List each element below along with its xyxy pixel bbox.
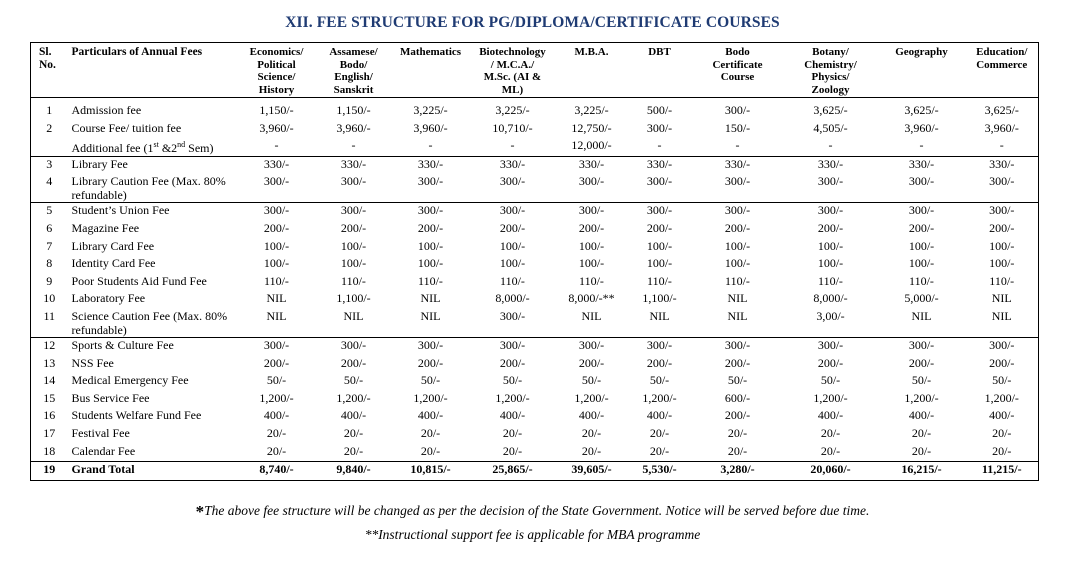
fee-value-cell: 3,960/- bbox=[904, 120, 939, 135]
fee-value-cell: 300/- bbox=[724, 103, 751, 117]
fee-value-cell: 1,150/- bbox=[336, 103, 371, 117]
row-particular: Library Card Fee bbox=[71, 238, 155, 253]
header-particulars: Particulars of Annual Fees bbox=[68, 43, 238, 98]
fee-value-cell: 20/- bbox=[581, 425, 602, 440]
fee-value-cell: 20/- bbox=[727, 425, 748, 440]
fee-value-cell: 110/- bbox=[647, 273, 672, 288]
fee-value-cell: 200/- bbox=[817, 355, 844, 370]
row-sl-no bbox=[31, 138, 68, 156]
fee-value-cell: NIL bbox=[911, 308, 932, 323]
fee-value-cell: 100/- bbox=[499, 238, 526, 253]
header-sl-no: Sl. No. bbox=[31, 43, 68, 98]
row-sl-no: 19 bbox=[31, 462, 68, 481]
fee-value-cell: 100/- bbox=[724, 238, 751, 253]
row-particular: Magazine Fee bbox=[71, 220, 140, 235]
fee-value-cell: 20/- bbox=[649, 425, 670, 440]
fee-value-cell: 50/- bbox=[911, 373, 932, 388]
fee-value-cell: 330/- bbox=[556, 156, 628, 174]
fee-value-cell: 1,200/- bbox=[904, 390, 939, 405]
row-sl-no: 8 bbox=[46, 256, 53, 271]
fee-value-cell: 20/- bbox=[502, 443, 523, 458]
fee-value-cell: 110/- bbox=[264, 273, 289, 288]
row-sl-no: 18 bbox=[43, 443, 56, 458]
fee-value-cell: 3,625/- bbox=[984, 103, 1019, 117]
fee-value-cell: 200/- bbox=[263, 355, 290, 370]
fee-value-cell: 8,000/-** bbox=[568, 291, 615, 306]
row-particular: Science Caution Fee (Max. 80% refundable) bbox=[71, 308, 228, 337]
fee-value-cell: NIL bbox=[581, 308, 602, 323]
header-course-column: Economics/ Political Science/ History bbox=[238, 43, 316, 98]
fee-value-cell: 100/- bbox=[646, 256, 673, 271]
fee-value-cell: 200/- bbox=[499, 355, 526, 370]
fee-value-cell: 100/- bbox=[263, 238, 290, 253]
fee-row bbox=[31, 239, 1039, 257]
fee-value-cell: 330/- bbox=[470, 156, 556, 174]
fee-value-cell: 400/- bbox=[817, 408, 844, 423]
fee-value-cell: 200/- bbox=[989, 220, 1015, 235]
fee-value-cell: 1,200/- bbox=[336, 390, 371, 405]
row-sl-no: 3 bbox=[31, 156, 68, 174]
row-particular: Festival Fee bbox=[71, 425, 130, 440]
fee-value-cell: 20/- bbox=[649, 443, 670, 458]
fee-value-cell: 8,740/- bbox=[238, 462, 316, 481]
fee-value-cell: 100/- bbox=[499, 256, 526, 271]
fee-row bbox=[31, 174, 1039, 203]
fee-value-cell: NIL bbox=[266, 291, 287, 306]
header-course-column: Bodo Certificate Course bbox=[692, 43, 784, 98]
fee-value-cell: 20/- bbox=[343, 425, 364, 440]
fee-value-cell: 300/- bbox=[556, 203, 628, 221]
fee-value-cell: 200/- bbox=[340, 355, 367, 370]
table-body bbox=[31, 98, 1039, 481]
fee-value-cell: 110/- bbox=[725, 273, 750, 288]
fee-value-cell: 400/- bbox=[417, 408, 444, 423]
fee-row bbox=[31, 98, 1039, 121]
header-course-column: Education/ Commerce bbox=[966, 43, 1039, 98]
fee-value-cell: 12,000/- bbox=[571, 138, 612, 153]
fee-value-cell: 300/- bbox=[692, 203, 784, 221]
row-particular: Student’s Union Fee bbox=[68, 203, 238, 221]
fee-value-cell: 1,200/- bbox=[642, 390, 677, 405]
fee-value-cell: 9,840/- bbox=[316, 462, 392, 481]
fee-value-cell: 20/- bbox=[992, 425, 1012, 440]
fee-value-cell: 200/- bbox=[578, 355, 605, 370]
fee-value-cell: 3,225/- bbox=[495, 103, 530, 117]
fee-value-cell: 3,225/- bbox=[413, 103, 448, 117]
fee-row bbox=[31, 444, 1039, 462]
fee-value-cell: 3,625/- bbox=[813, 103, 848, 117]
fee-value-cell: 100/- bbox=[817, 238, 844, 253]
header-course-column: Biotechnology / M.C.A./ M.Sc. (AI & ML) bbox=[470, 43, 556, 98]
fee-value-cell: 100/- bbox=[646, 238, 673, 253]
fee-value-cell: 1,100/- bbox=[642, 291, 677, 306]
fee-value-cell: 330/- bbox=[692, 156, 784, 174]
fee-value-cell: 200/- bbox=[646, 220, 673, 235]
fee-value-cell: 20/- bbox=[420, 443, 441, 458]
fee-value-cell: 50/- bbox=[820, 373, 841, 388]
fee-row bbox=[31, 274, 1039, 292]
fee-value-cell: 330/- bbox=[316, 156, 392, 174]
fee-value-cell: 3,280/- bbox=[692, 462, 784, 481]
fee-value-cell: 50/- bbox=[343, 373, 364, 388]
row-sl-no: 15 bbox=[43, 390, 56, 405]
footnote-state-government bbox=[0, 502, 1065, 522]
fee-value-cell: 400/- bbox=[578, 408, 605, 423]
row-particular: Course Fee/ tuition fee bbox=[71, 120, 182, 135]
fee-value-cell: 200/- bbox=[817, 220, 844, 235]
fee-value-cell: 50/- bbox=[992, 373, 1012, 388]
fee-value-cell: 400/- bbox=[499, 408, 526, 423]
fee-row bbox=[31, 309, 1039, 338]
fee-value-cell: 300/- bbox=[966, 337, 1039, 355]
fee-value-cell: 20/- bbox=[820, 425, 841, 440]
fee-value-cell: 100/- bbox=[340, 256, 367, 271]
row-particular: Bus Service Fee bbox=[71, 390, 150, 405]
fee-value-cell: 300/- bbox=[784, 203, 878, 221]
fee-value-cell: 200/- bbox=[417, 355, 444, 370]
fee-value-cell: 600/- bbox=[724, 390, 751, 405]
fee-value-cell: 5,000/- bbox=[904, 291, 939, 306]
fee-value-cell: 20/- bbox=[502, 425, 523, 440]
row-sl-no: 5 bbox=[31, 203, 68, 221]
fee-value-cell: 330/- bbox=[628, 156, 692, 174]
fee-value-cell: 50/- bbox=[502, 373, 523, 388]
grand-total-row bbox=[31, 462, 1039, 481]
fee-value-cell: 300/- bbox=[470, 203, 556, 221]
fee-value-cell: 300/- bbox=[784, 337, 878, 355]
header-course-column: Assamese/ Bodo/ English/ Sanskrit bbox=[316, 43, 392, 98]
fee-value-cell: 300/- bbox=[499, 308, 526, 323]
fee-value-cell: 3,960/- bbox=[413, 120, 448, 135]
row-particular: Library Caution Fee (Max. 80% refundable) bbox=[71, 174, 226, 203]
fee-value-cell: 100/- bbox=[417, 238, 444, 253]
fee-value-cell: 3,225/- bbox=[574, 103, 609, 117]
fee-value-cell: 100/- bbox=[908, 238, 935, 253]
fee-value-cell: 300/- bbox=[646, 174, 673, 189]
fee-value-cell: 3,00/- bbox=[816, 308, 845, 323]
fee-value-cell: - bbox=[828, 138, 833, 153]
fee-value-cell: 400/- bbox=[263, 408, 290, 423]
header-course-column: M.B.A. bbox=[556, 43, 628, 98]
fee-value-cell: 20/- bbox=[727, 443, 748, 458]
fee-value-cell: 300/- bbox=[556, 337, 628, 355]
fee-value-cell: 1,200/- bbox=[413, 390, 448, 405]
fee-value-cell: 300/- bbox=[908, 174, 935, 189]
table-header-row bbox=[31, 43, 1039, 98]
fee-value-cell: 300/- bbox=[238, 337, 316, 355]
fee-value-cell: 300/- bbox=[628, 337, 692, 355]
fee-value-cell: - bbox=[351, 138, 356, 153]
fee-table-container bbox=[30, 42, 1038, 481]
fee-structure-table bbox=[30, 42, 1039, 481]
fee-value-cell: 200/- bbox=[646, 355, 673, 370]
fee-value-cell: 20/- bbox=[343, 443, 364, 458]
fee-value-cell: 100/- bbox=[340, 238, 367, 253]
fee-value-cell: NIL bbox=[266, 308, 287, 323]
fee-row bbox=[31, 337, 1039, 355]
fee-value-cell: 200/- bbox=[340, 220, 367, 235]
fee-value-cell: 20/- bbox=[266, 443, 287, 458]
fee-value-cell: 300/- bbox=[692, 337, 784, 355]
fee-value-cell: 200/- bbox=[724, 355, 751, 370]
fee-value-cell: NIL bbox=[649, 308, 670, 323]
fee-value-cell: NIL bbox=[991, 291, 1012, 306]
row-sl-no: 4 bbox=[46, 174, 53, 189]
header-course-column: Mathematics bbox=[392, 43, 470, 98]
fee-value-cell: 330/- bbox=[878, 156, 966, 174]
fee-value-cell: 150/- bbox=[724, 120, 751, 135]
row-particular: Sports & Culture Fee bbox=[68, 337, 238, 355]
fee-row bbox=[31, 373, 1039, 391]
fee-value-cell: NIL bbox=[727, 291, 748, 306]
fee-value-cell: 4,505/- bbox=[813, 120, 848, 135]
fee-value-cell: 200/- bbox=[578, 220, 605, 235]
fee-row bbox=[31, 426, 1039, 444]
fee-value-cell: 110/- bbox=[818, 273, 843, 288]
fee-value-cell: 20/- bbox=[992, 443, 1012, 458]
header-course-column: Botany/ Chemistry/ Physics/ Zoology bbox=[784, 43, 878, 98]
fee-value-cell: 11,215/- bbox=[966, 462, 1039, 481]
row-particular: Library Fee bbox=[68, 156, 238, 174]
fee-row bbox=[31, 121, 1039, 139]
fee-value-cell: 300/- bbox=[878, 337, 966, 355]
fee-value-cell: - bbox=[919, 138, 924, 153]
fee-value-cell: 3,625/- bbox=[904, 103, 939, 117]
fee-value-cell: 300/- bbox=[817, 174, 844, 189]
fee-value-cell: 20/- bbox=[911, 443, 932, 458]
fee-row bbox=[31, 391, 1039, 409]
fee-value-cell: 500/- bbox=[646, 103, 673, 117]
fee-value-cell: 200/- bbox=[724, 220, 751, 235]
fee-value-cell: 300/- bbox=[392, 203, 470, 221]
fee-value-cell: 100/- bbox=[989, 256, 1015, 271]
fee-value-cell: 300/- bbox=[238, 203, 316, 221]
fee-value-cell: 50/- bbox=[727, 373, 748, 388]
fee-value-cell: 100/- bbox=[263, 256, 290, 271]
row-sl-no: 10 bbox=[43, 291, 56, 306]
fee-value-cell: 200/- bbox=[724, 408, 751, 423]
fee-value-cell: - bbox=[428, 138, 433, 153]
row-particular: Laboratory Fee bbox=[71, 291, 146, 306]
fee-value-cell: 20/- bbox=[266, 425, 287, 440]
fee-value-cell: 200/- bbox=[263, 220, 290, 235]
header-course-column: Geography bbox=[878, 43, 966, 98]
row-particular: NSS Fee bbox=[71, 355, 114, 370]
row-particular: Calendar Fee bbox=[71, 443, 136, 458]
fee-value-cell: 1,200/- bbox=[813, 390, 848, 405]
row-sl-no: 13 bbox=[43, 355, 56, 370]
fee-value-cell: 100/- bbox=[989, 238, 1015, 253]
row-particular: Grand Total bbox=[68, 462, 238, 481]
fee-value-cell: 1,200/- bbox=[259, 390, 294, 405]
fee-value-cell: 300/- bbox=[989, 174, 1015, 189]
fee-row bbox=[31, 256, 1039, 274]
row-particular: Students Welfare Fund Fee bbox=[71, 408, 202, 423]
fee-value-cell: 330/- bbox=[392, 156, 470, 174]
fee-value-cell: 10,815/- bbox=[392, 462, 470, 481]
row-sl-no: 12 bbox=[31, 337, 68, 355]
fee-value-cell: 100/- bbox=[417, 256, 444, 271]
fee-value-cell: 300/- bbox=[316, 203, 392, 221]
fee-value-cell: 3,960/- bbox=[336, 120, 371, 135]
fee-row bbox=[31, 408, 1039, 426]
fee-value-cell: 1,200/- bbox=[495, 390, 530, 405]
fee-value-cell: 330/- bbox=[784, 156, 878, 174]
fee-value-cell: 300/- bbox=[417, 174, 444, 189]
fee-value-cell: 1,200/- bbox=[574, 390, 609, 405]
fee-value-cell: 20/- bbox=[420, 425, 441, 440]
fee-value-cell: 300/- bbox=[263, 174, 290, 189]
row-sl-no: 17 bbox=[43, 425, 56, 440]
fee-value-cell: 400/- bbox=[908, 408, 935, 423]
fee-value-cell: 300/- bbox=[578, 174, 605, 189]
fee-value-cell: 300/- bbox=[340, 174, 367, 189]
fee-value-cell: 300/- bbox=[628, 203, 692, 221]
fee-value-cell: - bbox=[999, 138, 1004, 153]
fee-value-cell: - bbox=[657, 138, 662, 153]
fee-value-cell: 12,750/- bbox=[571, 120, 612, 135]
fee-value-cell: 50/- bbox=[649, 373, 670, 388]
fee-value-cell: NIL bbox=[420, 291, 441, 306]
fee-value-cell: - bbox=[510, 138, 515, 153]
fee-value-cell: 110/- bbox=[579, 273, 604, 288]
fee-value-cell: 300/- bbox=[966, 203, 1039, 221]
fee-value-cell: 100/- bbox=[724, 256, 751, 271]
fee-value-cell: 100/- bbox=[817, 256, 844, 271]
fee-value-cell: 330/- bbox=[966, 156, 1039, 174]
fee-value-cell: 200/- bbox=[499, 220, 526, 235]
fee-value-cell: 110/- bbox=[418, 273, 443, 288]
row-sl-no: 11 bbox=[43, 308, 56, 323]
fee-value-cell: NIL bbox=[991, 308, 1012, 323]
fee-value-cell: NIL bbox=[420, 308, 441, 323]
fee-value-cell: 300/- bbox=[878, 203, 966, 221]
fee-value-cell: 8,000/- bbox=[495, 291, 530, 306]
row-sl-no: 7 bbox=[46, 238, 53, 253]
fee-row bbox=[31, 221, 1039, 239]
row-sl-no: 2 bbox=[46, 120, 53, 135]
fee-row bbox=[31, 203, 1039, 221]
fee-value-cell: 400/- bbox=[340, 408, 367, 423]
fee-value-cell: 300/- bbox=[499, 174, 526, 189]
footnote-mba: **Instructional support fee is applicable for MBA programme bbox=[364, 527, 701, 542]
fee-value-cell: 20/- bbox=[820, 443, 841, 458]
row-particular: Additional fee (1st &2nd Sem) bbox=[71, 140, 214, 156]
fee-value-cell: 300/- bbox=[392, 337, 470, 355]
fee-value-cell: NIL bbox=[343, 308, 364, 323]
fee-value-cell: 300/- bbox=[724, 174, 751, 189]
fee-row bbox=[31, 291, 1039, 309]
fee-value-cell: 300/- bbox=[646, 120, 673, 135]
fee-value-cell: 110/- bbox=[989, 273, 1015, 288]
fee-value-cell: 16,215/- bbox=[878, 462, 966, 481]
fee-value-cell: 20/- bbox=[911, 425, 932, 440]
fee-value-cell: 10,710/- bbox=[492, 120, 533, 135]
fee-value-cell: 100/- bbox=[578, 256, 605, 271]
footnote-text: The above fee structure will be changed as per the decision of the State Government. Notice will be served before due time. bbox=[204, 503, 870, 518]
fee-value-cell: 1,150/- bbox=[259, 103, 294, 117]
row-particular: Identity Card Fee bbox=[71, 256, 156, 271]
header-course-column: DBT bbox=[628, 43, 692, 98]
fee-value-cell: NIL bbox=[727, 308, 748, 323]
fee-value-cell: 100/- bbox=[578, 238, 605, 253]
footnote-star: * bbox=[195, 502, 205, 521]
fee-value-cell: 1,200/- bbox=[984, 390, 1019, 405]
fee-value-cell: 400/- bbox=[646, 408, 673, 423]
fee-row bbox=[31, 156, 1039, 174]
fee-value-cell: 50/- bbox=[420, 373, 441, 388]
fee-value-cell: 110/- bbox=[341, 273, 366, 288]
fee-value-cell: 300/- bbox=[470, 337, 556, 355]
fee-value-cell: 1,100/- bbox=[336, 291, 371, 306]
fee-value-cell: 300/- bbox=[316, 337, 392, 355]
fee-value-cell: 39,605/- bbox=[556, 462, 628, 481]
fee-value-cell: 330/- bbox=[238, 156, 316, 174]
fee-value-cell: 8,000/- bbox=[813, 291, 848, 306]
fee-value-cell: 400/- bbox=[989, 408, 1015, 423]
row-sl-no: 9 bbox=[46, 273, 53, 288]
fee-value-cell: 3,960/- bbox=[984, 120, 1019, 135]
row-sl-no: 14 bbox=[43, 373, 56, 388]
fee-value-cell: - bbox=[274, 138, 279, 153]
fee-value-cell: 100/- bbox=[908, 256, 935, 271]
fee-value-cell: 50/- bbox=[266, 373, 287, 388]
row-particular: Medical Emergency Fee bbox=[71, 373, 189, 388]
fee-value-cell: 110/- bbox=[500, 273, 525, 288]
fee-row bbox=[31, 356, 1039, 374]
row-sl-no: 1 bbox=[46, 103, 53, 117]
row-particular: Admission fee bbox=[71, 103, 142, 117]
row-sl-no: 6 bbox=[46, 220, 53, 235]
fee-value-cell: 110/- bbox=[909, 273, 934, 288]
fee-value-cell: 20,060/- bbox=[784, 462, 878, 481]
fee-value-cell: 3,960/- bbox=[259, 120, 294, 135]
fee-value-cell: 5,530/- bbox=[628, 462, 692, 481]
fee-row bbox=[31, 138, 1039, 156]
row-sl-no: 16 bbox=[43, 408, 56, 423]
fee-value-cell: 200/- bbox=[908, 355, 935, 370]
fee-value-cell: 200/- bbox=[989, 355, 1015, 370]
fee-value-cell: 25,865/- bbox=[470, 462, 556, 481]
fee-value-cell: - bbox=[735, 138, 740, 153]
row-particular: Poor Students Aid Fund Fee bbox=[71, 273, 207, 288]
fee-value-cell: 200/- bbox=[908, 220, 935, 235]
fee-value-cell: 20/- bbox=[581, 443, 602, 458]
fee-value-cell: 200/- bbox=[417, 220, 444, 235]
page-title: XII. FEE STRUCTURE FOR PG/DIPLOMA/CERTIFICATE COURSES bbox=[285, 14, 780, 31]
fee-value-cell: 50/- bbox=[581, 373, 602, 388]
